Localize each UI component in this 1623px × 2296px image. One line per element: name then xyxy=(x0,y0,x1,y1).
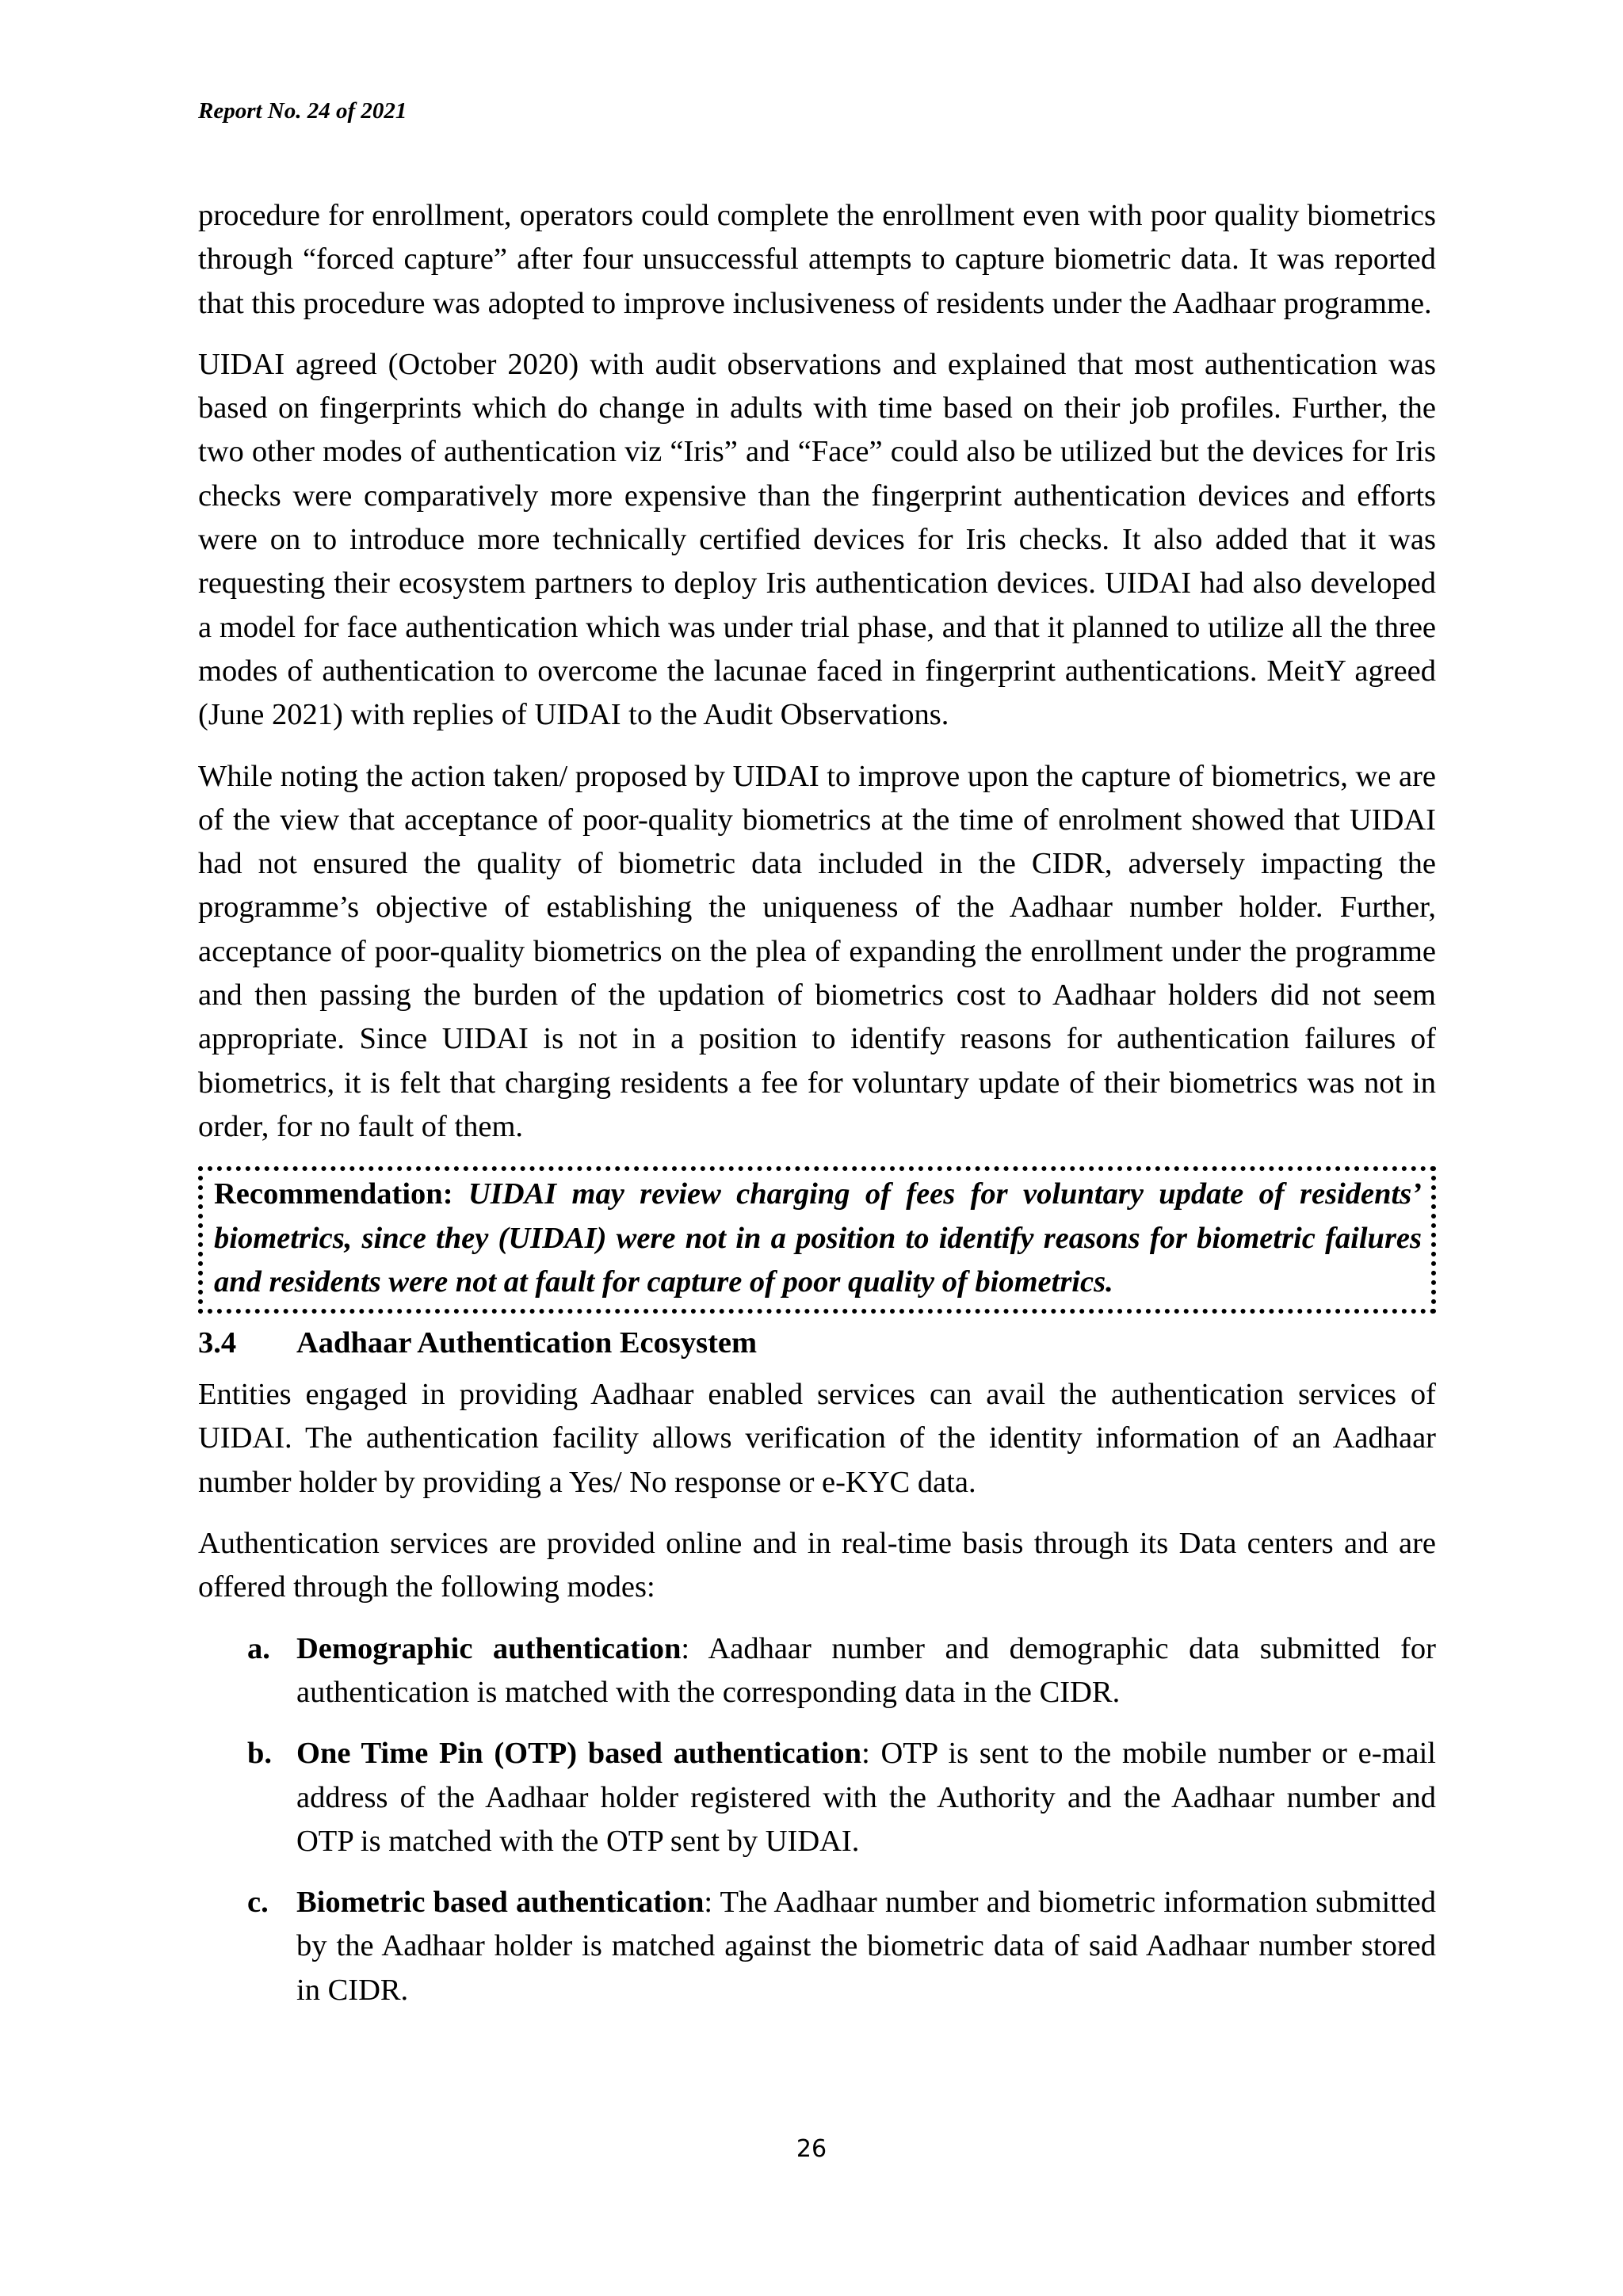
list-marker: b. xyxy=(247,1737,273,1771)
section-number: 3.4 xyxy=(198,1326,237,1360)
recommendation-label: Recommendation: xyxy=(214,1177,453,1211)
list-item-biometric xyxy=(198,1881,1436,2012)
list-text: : The Aadhaar number and biometric information submitted by the Aadhaar holder is matched against the biometric data of said Aadhaar number stored in CIDR. xyxy=(296,1886,1436,2007)
list-marker: c. xyxy=(247,1886,269,1920)
list-term: Biometric based authentication xyxy=(296,1886,705,1920)
paragraph-uidai-reply: UIDAI agreed (October 2020) with audit observations and explained that most authentication was based on fingerprints which do change in adults with time based on their job profiles. Further, the two other modes of authentication viz “Iris” and “Face” could also be utilized but the devices for Iris checks were comparatively more expensive than the fingerprint authentication devices and efforts were on to introduce more technically certified devices for Iris checks. It also added that it was requesting their ecosystem partners to deploy Iris authentication devices. UIDAI had also developed a model for face authentication which was under trial phase, and that it planned to utilize all the three modes of authentication to overcome the lacunae faced in fingerprint authentications. MeitY agreed (June 2021) with replies of UIDAI to the Audit Observations. xyxy=(198,347,1436,732)
recommendation-box xyxy=(198,1166,1436,1314)
list-text: : Aadhaar number and demographic data submitted for authentication is matched with the corresponding data in the CIDR. xyxy=(296,1631,1436,1709)
paragraph-ecosystem-intro: Entities engaged in providing Aadhaar enabled services can avail the authentication services of UIDAI. The authentication facility allows verification of the identity information of an Aadhaar number holder by providing a Yes/ No response or e-KYC data. xyxy=(198,1378,1436,1499)
list-item-demographic xyxy=(198,1627,1436,1715)
page-number: 26 xyxy=(796,2135,827,2163)
section-title: Aadhaar Authentication Ecosystem xyxy=(296,1326,758,1360)
list-item-otp xyxy=(198,1732,1436,1863)
page-content xyxy=(198,194,1436,2030)
list-term: One Time Pin (OTP) based authentication xyxy=(296,1737,862,1771)
paragraph-audit-view: While noting the action taken/ proposed by UIDAI to improve upon the capture of biometrics, we are of the view that acceptance of poor-quality biometrics at the time of enrolment showed that UIDAI had not ensured the quality of biometric data included in the CIDR, adversely impacting the programme’s objective of establishing the uniqueness of the Aadhaar number holder. Further, acceptance of poor-quality biometrics on the plea of expanding the enrollment under the programme and then passing the burden of the updation of biometrics cost to Aadhaar holders did not seem appropriate. Since UIDAI is not in a position to identify reasons for authentication failures of biometrics, it is felt that charging residents a fee for voluntary update of their biometrics was not in order, for no fault of them. xyxy=(198,759,1436,1143)
authentication-modes-list xyxy=(198,1627,1436,2012)
recommendation-paragraph xyxy=(214,1173,1422,1304)
list-text: : OTP is sent to the mobile number or e-mail address of the Aadhaar holder registered with the Authority and the Aadhaar number and OTP is matched with the OTP sent by UIDAI. xyxy=(296,1737,1436,1858)
report-header: Report No. 24 of 2021 xyxy=(198,98,407,124)
paragraph-forced-capture: procedure for enrollment, operators could complete the enrollment even with poor quality biometrics through “forced capture” after four unsuccessful attempts to capture biometric data. It was reported that this procedure was adopted to improve inclusiveness of residents under the Aadhaar programme. xyxy=(198,199,1436,320)
list-term: Demographic authentication xyxy=(296,1631,682,1665)
list-marker: a. xyxy=(247,1631,270,1665)
paragraph-modes-intro: Authentication services are provided online and in real-time basis through its Data centers and are offered through the following modes: xyxy=(198,1527,1436,1604)
section-heading xyxy=(198,1322,1436,1365)
recommendation-text: UIDAI may review charging of fees for voluntary update of residents’ biometrics, since they (UIDAI) were not in a position to identify reasons for biometric failures and residents were not at fault for capture of poor quality of biometrics. xyxy=(214,1177,1422,1299)
